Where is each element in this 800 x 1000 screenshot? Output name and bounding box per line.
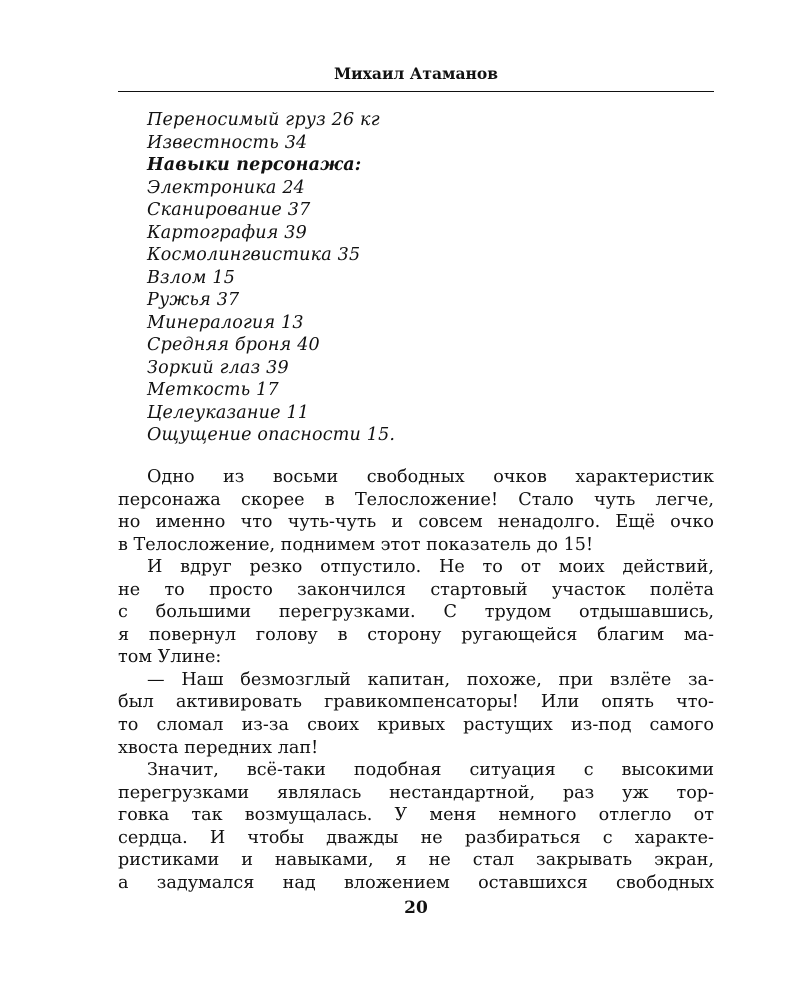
text-line: И вдруг резко отпустило. Не то от моих действий, bbox=[147, 557, 714, 578]
text-line: но именно что чуть-чуть и совсем ненадолго. Ещё очко bbox=[118, 512, 714, 533]
skill-line: Картография 39 bbox=[147, 222, 307, 243]
skill-line: Электроника 24 bbox=[147, 177, 305, 198]
skills-heading: Навыки персонажа: bbox=[147, 155, 362, 175]
text-line: персонажа скорее в Телосложение! Стало чуть легче, bbox=[118, 489, 714, 510]
skill-line: Ощущение опасности 15. bbox=[147, 425, 396, 445]
body-text bbox=[118, 466, 714, 894]
paragraph bbox=[118, 466, 714, 556]
text-line: Одно из восьми свободных очков характеристик bbox=[147, 467, 714, 487]
paragraph bbox=[118, 759, 714, 894]
text-line: Значит, всё-таки подобная ситуация с высокими bbox=[147, 760, 714, 781]
page-number: 20 bbox=[404, 898, 428, 918]
text-line: — Наш безмозглый капитан, похоже, при взлёте за- bbox=[147, 669, 714, 690]
text-line: не то просто закончился стартовый участок полёта bbox=[118, 579, 714, 600]
text-line: с большими перегрузками. С трудом отдышавшись, bbox=[118, 602, 714, 623]
running-header: Михаил Атаманов bbox=[334, 64, 498, 83]
text-line: был активировать гравикомпенсаторы! Или опять что- bbox=[118, 692, 714, 713]
text-line: а задумался над вложением оставшихся свободных bbox=[118, 872, 714, 893]
paragraph bbox=[118, 669, 714, 759]
text-line: в Телосложение, поднимем этот показатель до 15! bbox=[118, 534, 594, 555]
skill-line: Сканирование 37 bbox=[147, 200, 311, 220]
skill-line: Зоркий глаз 39 bbox=[147, 357, 289, 378]
text-line: сердца. И чтобы дважды не разбираться с характе- bbox=[118, 827, 714, 848]
text-line: хвоста передних лап! bbox=[118, 737, 319, 758]
skill-line: Ружья 37 bbox=[147, 290, 240, 310]
text-line: то сломал из-за своих кривых растущих из-под самого bbox=[118, 715, 714, 736]
skill-line: Средняя броня 40 bbox=[147, 335, 320, 355]
text-line: говка так возмущалась. У меня немного отлегло от bbox=[118, 805, 714, 826]
character-stats-list bbox=[147, 109, 707, 447]
text-line: том Улине: bbox=[118, 647, 222, 668]
text-line: перегрузками являлась нестандартной, раз уж тор- bbox=[118, 782, 714, 803]
text-line: я повернул голову в сторону ругающейся благим ма- bbox=[118, 624, 714, 645]
skill-line: Космолингвистика 35 bbox=[147, 245, 361, 265]
skill-line: Минералогия 13 bbox=[147, 312, 304, 333]
stat-line: Известность 34 bbox=[147, 132, 308, 153]
skill-line: Меткость 17 bbox=[147, 380, 279, 400]
header-rule bbox=[118, 91, 714, 92]
stat-line: Переносимый груз 26 кг bbox=[147, 110, 380, 130]
paragraph bbox=[118, 556, 714, 669]
text-line: ристиками и навыками, я не стал закрывать экран, bbox=[118, 850, 714, 871]
skill-line: Целеуказание 11 bbox=[147, 402, 310, 423]
skill-line: Взлом 15 bbox=[147, 267, 236, 288]
